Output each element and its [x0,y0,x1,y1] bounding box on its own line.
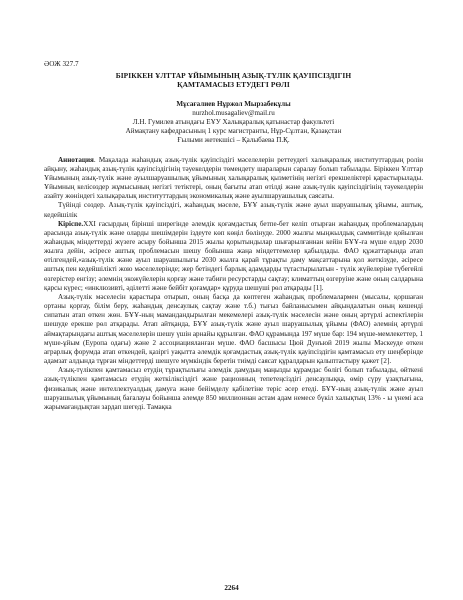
title-line-1: БІРІККЕН ҰЛТТАР ҰЙЫМЫНЫҢ АЗЫҚ-ТҮЛІК ҚАУІПСІЗДІГІН [115,71,352,80]
body-paragraph-3: Азық-түлікпен қамтамасыз етудің тұрақтылығы әлемдік дамудың маңызды құрамдас бөлігі болып табылады, өйткені азық-түлікпен қамтамасыз етудің жеткіліксіздігі және рационның тепетеңсіздігі денсаулыққа, өмір сүру ұзақтығына, физикалық және интеллектуалдық дамуға және бейімделу қабілетіне теріс әсер етеді. БҰҰ-ның азық-түлік және ауыл шаруашылық ұйымының бағалауы бойынша әлемде 850 миллионнан астам адам немесе бүкіл халықтың 13% - ы үнемі аса жарымағандықтан зардап шегеді. Тамақка [44,366,423,411]
udc-code: ӘОЖ 327.7 [44,60,79,68]
body-paragraph-2: Азық-түлік мәселесін қарастыра отырып, оның басқа да көптеген жаһандық проблемалармен (мысалы, қоршаған ортаны қорғау, білім беру, жаһандық денсаулық сақтау және т.б.) тығыз байланысымен айқындалатын оның кешенді сипатын атап өткен жөн. БҰҰ-ның мамандандырылған мекемелері азық-түлік мәселесін және оның әртүрлі аспектілерін шешуде ерекше рөл атқарады. Атап айтқанда, БҰҰ азық-түлік және ауыл шаруашылық ұйымы (ФАО) әлемнің әртүрлі аймақтарындағы аштық мәселелерін шешу үшін арнайы құрылған. ФАО құрамында 197 мүше бар: 194 мүше-мемлекеттер, 1 мүше-ұйым (Еуропа одағы) және 2 ассоциацияланған мүше. ФАО басшысы Цюй Дунъюй 2019 жылы Мәскеуде өткен аграрлық форумда атап өткендей, қазіргі уақытта әлемдік қоғамдастық азық-түлік қауіпсіздігін қамтамасыз ету шеңберінде адамзат алдында тұрған міндеттерді шешуге мүмкіндік беретін тиімді саясат құралдарын қалыптастыру қажет [2]. [44,292,423,366]
intro-paragraph [44,220,423,293]
paper-title [44,71,423,90]
abstract-label: Аннотация [58,155,94,164]
intro-label: Кіріспе. [58,219,84,228]
abstract-paragraph [44,156,423,202]
keywords-paragraph: Түйінді сөздер. Азық-түлік қауіпсіздігі, жаһандық мәселе, БҰҰ азық-түлік және ауыл шаруашылық ұйымы, аштық, кедейшілік [44,201,423,219]
affiliation-line: Аймақтану кафедрасының 1 курс магистранты, Нұр-Сұлтан, Қазақстан [125,127,342,136]
author-email: nurzhol.musagaliev@mail.ru [192,108,275,117]
intro-text: XXI ғасырдың бірінші ширегінде әлемдік қоғамдастық бетпе-бет келіп отырған жаһандық проблемалардың арасында азық-түлік және оларды шешімдерін іздеуте көп көңіл бөлінуде. 2000 жылғы мыңжылдық саммитінде қойылған жаһандық міндеттерді жүзеге асыру бойынша 2015 жылы қорытындылар шығарылғаннан кейін БҰҰ-ға мүше елдер 2030 жылға дейін, әсіресе аштық проблемасын шешу бойынша жаңа міндеттемелер қабылдады. ФАО құжаттарында атап өтілгендей,«азық-түлік және ауыл шаруашылығы 2030 жылға қарай тұрақты даму мақсаттарына қол жеткізуде, әсіресе аштық пен кедейшілікті жою мәселелерінде; жер бетіндегі барлық адамдарды тұтастырылатын - түлік жүйелеріне түбегейлі өзгерістер енгізу; әлемнің экожүйелерін қорғау және табиғи ресурстарды сақтау; климаттың өзгеруіне және оның салдарына қарсы күрес; «инклюзивті, әділетті және бейбіт қоғамдар» құруда шешуші рөл атқарады [1]. [44,219,423,292]
affiliation-line: Л.Н. Гумилев атындағы ЕҰУ Халықаралық қатынастар факультеті [132,118,335,127]
affiliation-line: Ғылыми жетекшісі – Қалыбаева П.Қ. [177,136,290,145]
abstract-text: . Мақалада жаһандық азық-түлік қауіпсіздігі мәселелерін реттеудегі халықаралық институттардың ролін айқыну, жаһандық азық-түлік қауіпсіздігінің тәуекелдерін төмендету шараларын саралау болып табылады. Біріккен Ұлттар Ұйымының азық-түлік және ауылшаруашылық ұйымының халықаралық қызметінің негізгі ерекшеліктері қарастырылады. Ұйымның келісөздер жұмысының негізгі тетіктері, оның бағыты атап өтілді және азық-түлік қауіпсіздігінің тәуекелдерін азайту жөніндегі халықаралық институттардың экономикалық және ауылшаруашылық саясаты. [44,155,423,201]
page-number: 2264 [224,584,239,592]
author-name: Мұсағалиев Нұржол Мырзабекұлы [176,99,291,108]
affiliation-block [44,118,423,145]
title-line-2: ҚАМТАМАСЫЗ ЕТУДЕГІ РӨЛІ [177,80,290,90]
